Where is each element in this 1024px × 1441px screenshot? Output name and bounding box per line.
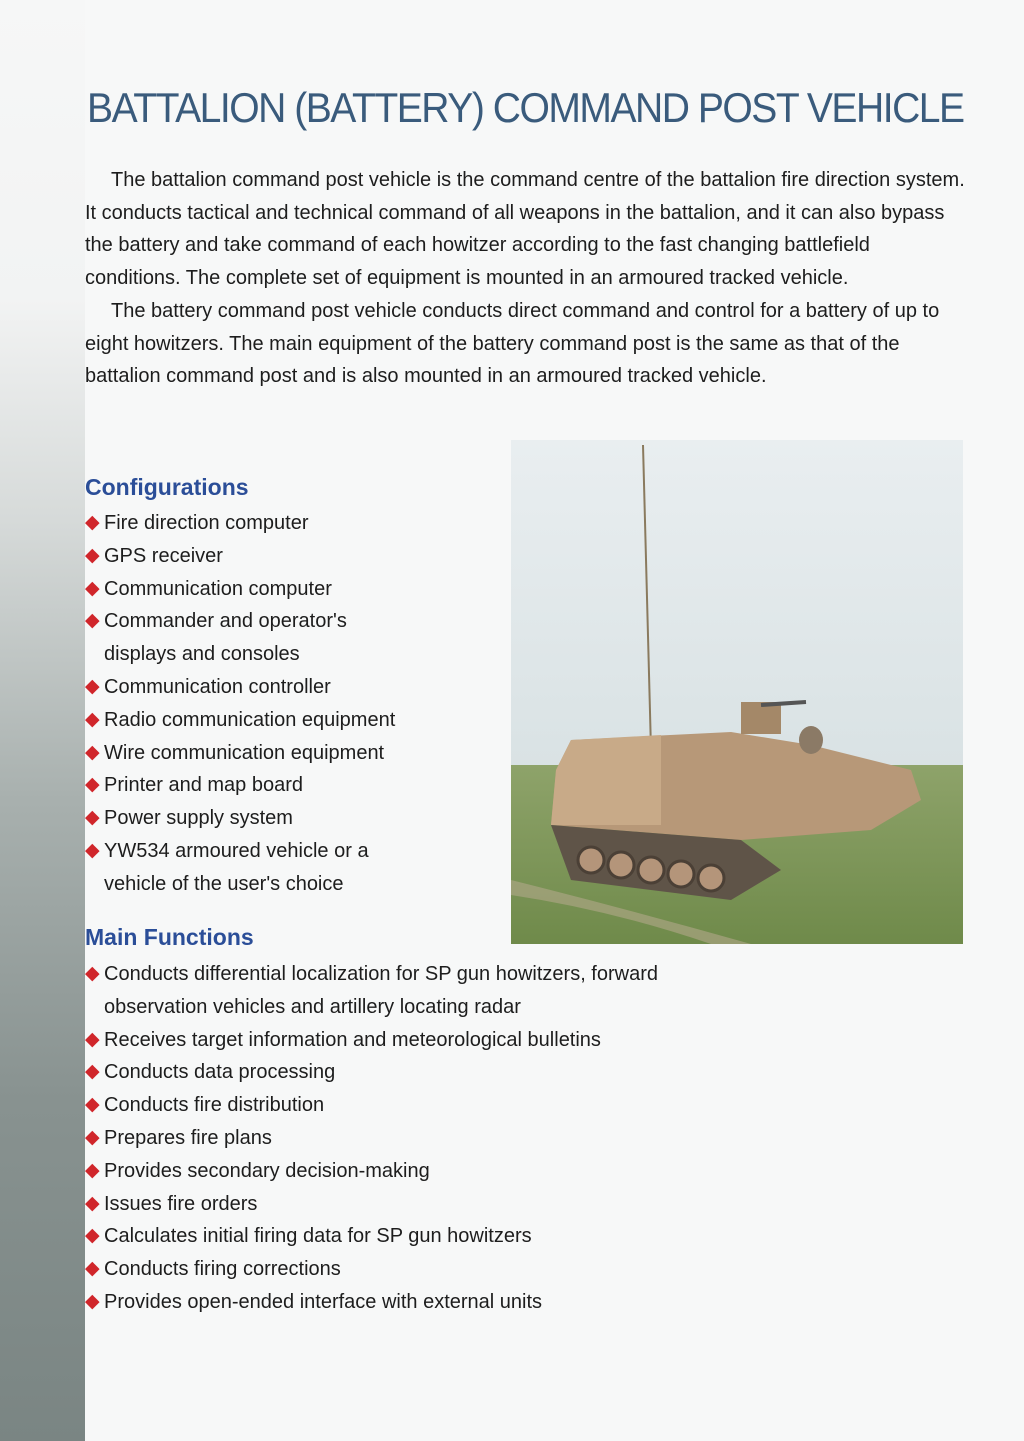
list-item: [85, 1253, 665, 1286]
list-item: [85, 1155, 665, 1188]
diamond-bullet-icon: ◆: [85, 1192, 100, 1214]
list-item: [85, 605, 415, 671]
list-item-text: Provides open-ended interface with external units: [104, 1290, 543, 1313]
side-gradient-band: [0, 0, 85, 1441]
intro-paragraph: The battalion command post vehicle is the command centre of the battalion fire direction system. It conducts tactical and technical command of all weapons in the battalion, and it can also bypass the battery and take command of each howitzer according to the fast changing battlefield conditions. The complete set of equipment is mounted in an armoured tracked vehicle.: [85, 169, 965, 290]
list-item-text: Communication computer: [104, 577, 332, 600]
diamond-bullet-icon: ◆: [85, 1290, 100, 1312]
diamond-bullet-icon: ◆: [85, 675, 100, 697]
list-item-text: YW534 armoured vehicle or a vehicle of the user's choice: [104, 839, 369, 895]
configurations-heading: Configurations: [85, 474, 249, 500]
intro-text: [85, 164, 970, 393]
list-item: [85, 835, 415, 901]
list-item: [85, 1024, 665, 1057]
list-item: [85, 671, 415, 704]
diamond-bullet-icon: ◆: [85, 708, 100, 730]
list-item-text: GPS receiver: [104, 544, 223, 567]
list-item-text: Commander and operator's displays and consoles: [104, 610, 347, 666]
list-item-text: Conducts fire distribution: [104, 1094, 325, 1117]
diamond-bullet-icon: ◆: [85, 774, 100, 796]
list-item: [85, 1056, 665, 1089]
main-functions-heading: Main Functions: [85, 924, 254, 950]
diamond-bullet-icon: ◆: [85, 544, 100, 566]
diamond-bullet-icon: ◆: [85, 1028, 100, 1050]
diamond-bullet-icon: ◆: [85, 807, 100, 829]
vehicle-photo: [511, 440, 963, 944]
diamond-bullet-icon: ◆: [85, 741, 100, 763]
list-item: [85, 769, 415, 802]
diamond-bullet-icon: ◆: [85, 577, 100, 599]
list-item: [85, 573, 415, 606]
list-item: [85, 1286, 665, 1319]
list-item: [85, 1122, 665, 1155]
list-item-text: Conducts firing corrections: [104, 1258, 341, 1281]
list-item-text: Provides secondary decision-making: [104, 1159, 430, 1182]
list-item: [85, 1220, 665, 1253]
list-item-text: Conducts data processing: [104, 1061, 336, 1084]
list-item-text: Wire communication equipment: [104, 741, 385, 764]
diamond-bullet-icon: ◆: [85, 963, 100, 984]
diamond-bullet-icon: ◆: [85, 1126, 100, 1148]
list-item-text: Printer and map board: [104, 774, 304, 797]
list-item-text: Fire direction computer: [104, 512, 309, 534]
list-item-text: Calculates initial firing data for SP gun howitzers: [104, 1225, 532, 1248]
list-item: [85, 507, 415, 540]
configurations-list: [85, 507, 415, 901]
list-item: [85, 1089, 665, 1122]
list-item: [85, 1188, 665, 1221]
list-item-text: Receives target information and meteorological bulletins: [104, 1028, 601, 1051]
list-item: [85, 737, 415, 770]
page-title: BATTALION (BATTERY) COMMAND POST VEHICLE: [87, 84, 964, 131]
diamond-bullet-icon: ◆: [85, 610, 100, 632]
list-item: [85, 540, 415, 573]
list-item-text: Power supply system: [104, 807, 293, 830]
diamond-bullet-icon: ◆: [85, 1094, 100, 1116]
list-item-text: Radio communication equipment: [104, 708, 396, 731]
diamond-bullet-icon: ◆: [85, 1258, 100, 1280]
list-item-text: Communication controller: [104, 675, 331, 698]
intro-paragraph: The battery command post vehicle conducts direct command and control for a battery of up to eight howitzers. The main equipment of the battery command post is the same as that of the battalion command post and is also mounted in an armoured tracked vehicle.: [85, 299, 940, 388]
list-item: [85, 958, 665, 1024]
diamond-bullet-icon: ◆: [85, 512, 100, 533]
diamond-bullet-icon: ◆: [85, 839, 100, 861]
diamond-bullet-icon: ◆: [85, 1061, 100, 1083]
diamond-bullet-icon: ◆: [85, 1225, 100, 1247]
diamond-bullet-icon: ◆: [85, 1159, 100, 1181]
list-item-text: Issues fire orders: [104, 1192, 258, 1215]
list-item-text: Conducts differential localization for SP gun howitzers, forward observation vehicles and artillery locating radar: [104, 963, 658, 1018]
main-functions-list: [85, 958, 665, 1319]
list-item-text: Prepares fire plans: [104, 1126, 272, 1149]
list-item: [85, 802, 415, 835]
list-item: [85, 704, 415, 737]
